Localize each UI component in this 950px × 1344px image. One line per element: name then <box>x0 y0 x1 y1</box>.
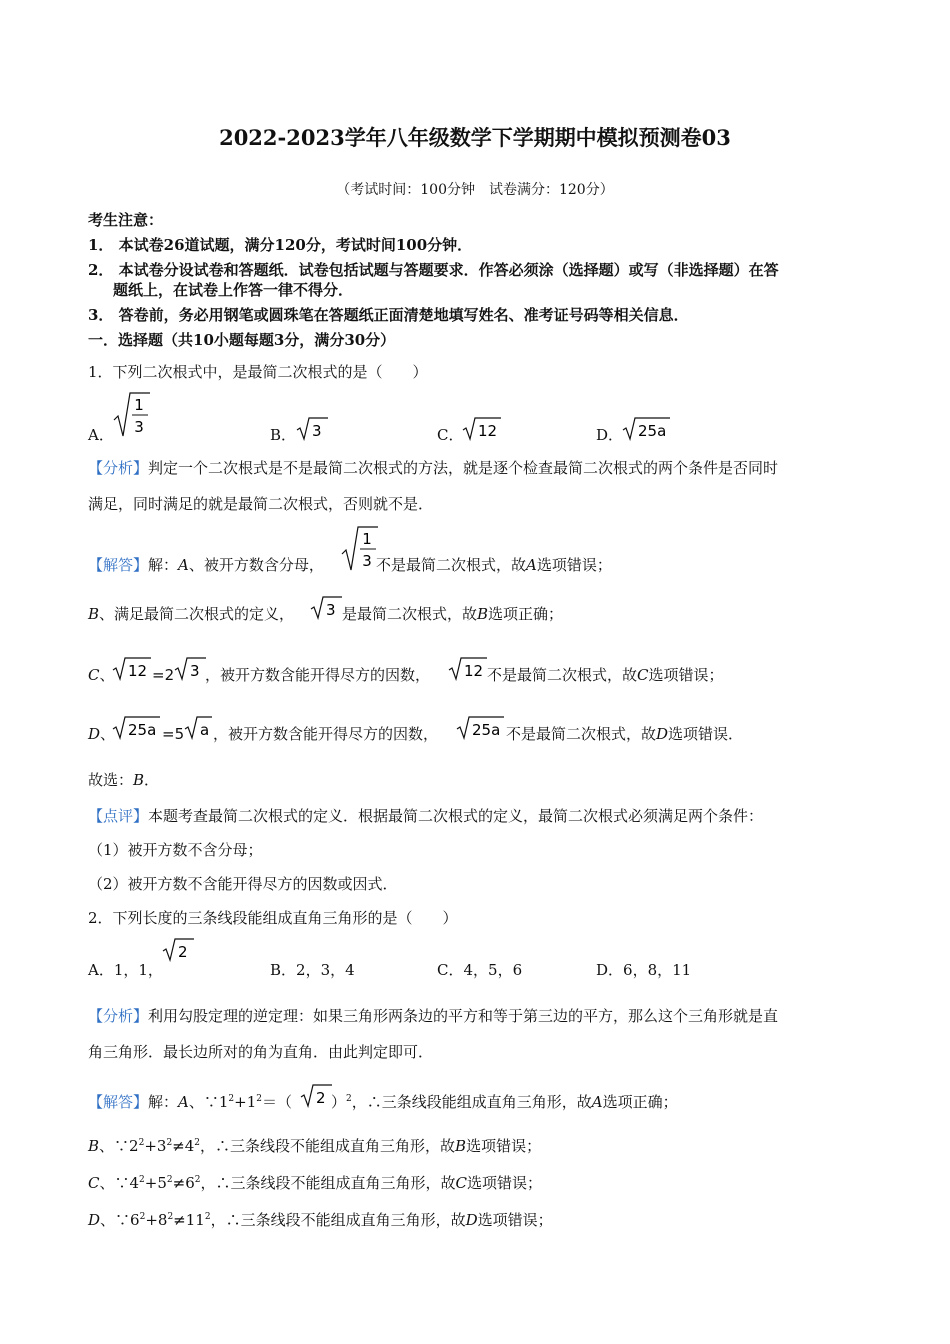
sqrt-twelve <box>448 656 488 682</box>
fraction-numerator: 1 <box>134 396 144 414</box>
page-subtitle: （考试时间：100分钟 试卷满分：120分） <box>336 182 614 198</box>
answer-line-b <box>88 604 294 624</box>
answer-text: ，∴三条线段不能组成直角三角形，故 <box>210 1211 466 1229</box>
answer-text: 选项错误； <box>477 1211 553 1229</box>
option-letter: C <box>88 666 100 684</box>
sqrt-two <box>162 937 196 963</box>
sqrt-three <box>296 416 330 442</box>
equals-two: =2 <box>152 666 175 684</box>
exponent: 2 <box>138 1138 145 1148</box>
radicand: 2 <box>178 943 188 961</box>
notice-item: 2． 本试卷分设试卷和答题纸．试卷包括试题与答题要求．作答必须涂（选择题）或写（非选择题）在答 <box>88 261 779 279</box>
answer-text: 是最简二次根式，故 <box>342 605 478 623</box>
option-letter: D <box>656 725 669 743</box>
option-d-label: D．6，8，11 <box>596 961 692 979</box>
answer-tag: 【解答】 <box>88 1093 149 1111</box>
radicand: 2 <box>316 1089 326 1107</box>
sqrt-a <box>184 715 214 741</box>
analysis-line <box>88 458 778 478</box>
radicand: 25a <box>638 422 667 440</box>
option-letter: B <box>133 771 145 789</box>
answer-text: ，被开方数含能开得尽方的因数， <box>213 725 439 743</box>
answer-text: ，∴三条线段能组成直角三角形，故 <box>351 1093 592 1111</box>
answer-text: 、 <box>100 725 116 743</box>
choose-line <box>88 770 159 790</box>
answer-text: ） <box>331 1093 347 1111</box>
sqrt-two <box>300 1083 334 1109</box>
answer-text: 选项错误； <box>536 556 612 574</box>
answer-line-d <box>88 724 115 744</box>
analysis-line: 满足，同时满足的就是最简二次根式，否则就不是． <box>88 495 434 513</box>
answer-text: ≠6 <box>172 1174 195 1192</box>
answer-text: 选项错误； <box>648 666 724 684</box>
answer-text: ，∴三条线段不能组成直角三角形，故 <box>200 1137 456 1155</box>
section-heading: 一．选择题（共10小题每题3分，满分30分） <box>88 331 396 349</box>
option-letter: A <box>591 1093 603 1111</box>
notice-item: 1． 本试卷26道试题，满分120分，考试时间100分钟． <box>88 236 473 254</box>
answer-text: 选项错误； <box>466 1137 542 1155</box>
answer-text: 、满足最简二次根式的定义， <box>99 605 295 623</box>
comment-text: 本题考查最简二次根式的定义．根据最简二次根式的定义，最简二次根式必须满足两个条件： <box>148 807 764 825</box>
exponent: 2 <box>139 1212 146 1222</box>
sqrt-twelve <box>462 416 502 442</box>
option-a-label: A．1，1， <box>88 961 163 979</box>
answer-text: ≠4 <box>172 1137 195 1155</box>
answer-tag: 【解答】 <box>88 556 149 574</box>
page-title: 2022-2023学年八年级数学下学期期中模拟预测卷03 <box>219 125 731 150</box>
radicand: 25a <box>128 721 157 739</box>
fraction-denominator: 3 <box>362 552 372 570</box>
answer-line-d <box>88 1210 553 1230</box>
option-letter: D <box>465 1211 478 1229</box>
comment-tag: 【点评】 <box>88 807 149 825</box>
sqrt-25a <box>112 715 162 741</box>
answer-text: +8 <box>145 1211 168 1229</box>
option-d-label: D． <box>596 426 624 444</box>
exponent: 2 <box>139 1175 145 1185</box>
exponent: 2 <box>166 1175 173 1185</box>
exponent: 2 <box>228 1094 235 1104</box>
answer-text: ，∴三条线段不能组成直角三角形，故 <box>200 1174 456 1192</box>
analysis-tag: 【分析】 <box>88 459 149 477</box>
answer-text: 解： <box>148 556 179 574</box>
sqrt-25a <box>622 416 672 442</box>
answer-text: 不是最简二次根式，故 <box>376 556 527 574</box>
notice-item: 3． 答卷前，务必用钢笔或圆珠笔在答题纸正面清楚地填写姓名、准考证号码等相关信息． <box>88 306 689 324</box>
answer-text: 、∵1 <box>188 1093 229 1111</box>
radicand: 12 <box>464 662 484 680</box>
fraction-denominator: 3 <box>134 418 144 436</box>
answer-text: 、被开方数含分母， <box>188 556 324 574</box>
answer-line-c-tail <box>487 665 724 685</box>
answer-text: ＝（ <box>262 1093 293 1111</box>
comment-line <box>88 806 763 826</box>
answer-text: 、∵2 <box>99 1137 139 1155</box>
exponent: 2 <box>256 1094 263 1104</box>
exponent: 2 <box>166 1138 173 1148</box>
answer-text: 不是最简二次根式，故 <box>487 666 638 684</box>
option-letter: A <box>178 556 189 574</box>
option-a-label: A． <box>88 426 114 444</box>
option-c-label: C．4，5，6 <box>437 961 523 979</box>
option-letter: C <box>455 1174 467 1192</box>
answer-line-b <box>88 1136 541 1156</box>
answer-text: 、∵4 <box>99 1174 140 1192</box>
notice-item: 题纸上，在试卷上作答一律不得分． <box>113 281 354 299</box>
answer-text: 不是最简二次根式，故 <box>506 725 657 743</box>
option-letter: B <box>455 1137 467 1155</box>
radicand: 3 <box>190 662 200 680</box>
analysis-text: 利用勾股定理的逆定理：如果三角形两条边的平方和等于第三边的平方，那么这个三角形就是直 <box>148 1007 779 1025</box>
analysis-line <box>88 1006 778 1026</box>
sqrt-fraction-one-third <box>340 524 380 576</box>
answer-text: +1 <box>234 1093 257 1111</box>
answer-line-a <box>88 555 324 575</box>
answer-line-b-tail <box>342 604 563 624</box>
answer-line-c <box>88 1173 542 1193</box>
radicand: 3 <box>326 601 336 619</box>
answer-text: ． <box>144 771 160 789</box>
question-stem: 1．下列二次根式中，是最简二次根式的是（ ） <box>88 363 428 381</box>
answer-text: 选项错误． <box>668 725 744 743</box>
answer-text: +5 <box>144 1174 167 1192</box>
answer-line-a-tail <box>331 1092 678 1112</box>
option-letter: A <box>526 556 537 574</box>
sqrt-25a <box>456 715 506 741</box>
answer-text: 、∵6 <box>100 1211 140 1229</box>
option-b-label: B．2，3，4 <box>270 961 355 979</box>
answer-text: 解： <box>148 1093 179 1111</box>
option-letter: C <box>88 1174 100 1192</box>
option-letter: B <box>477 605 489 623</box>
fraction-numerator: 1 <box>362 530 372 548</box>
radicand: 25a <box>472 721 501 739</box>
answer-line-d-tail <box>506 724 743 744</box>
option-letter: C <box>637 666 649 684</box>
analysis-text: 判定一个二次根式是不是最简二次根式的方法，就是逐个检查最简二次根式的两个条件是否同时 <box>148 459 779 477</box>
exponent: 2 <box>194 1138 201 1148</box>
option-b-label: B． <box>270 426 297 444</box>
analysis-line: 角三角形．最长边所对的角为直角．由此判定即可． <box>88 1043 434 1061</box>
answer-line-a-tail <box>376 555 612 575</box>
answer-text: ≠11 <box>173 1211 205 1229</box>
condition-line: （2）被开方数不含能开得尽方的因数或因式． <box>88 875 398 893</box>
answer-line-c <box>88 665 115 685</box>
radicand: 12 <box>478 422 498 440</box>
option-c-label: C． <box>437 426 464 444</box>
answer-text: +3 <box>144 1137 167 1155</box>
option-letter: A <box>178 1093 189 1111</box>
answer-text: ，被开方数含能开得尽方的因数， <box>205 666 431 684</box>
equals-five: =5 <box>162 725 185 743</box>
exponent: 2 <box>204 1212 211 1222</box>
sqrt-three <box>174 656 208 682</box>
option-letter: B <box>88 1137 100 1155</box>
answer-text: 选项正确； <box>602 1093 678 1111</box>
question-stem: 2．下列长度的三条线段能组成直角三角形的是（ ） <box>88 909 458 927</box>
radicand: 12 <box>128 662 148 680</box>
sqrt-fraction-one-third <box>112 390 152 442</box>
option-letter: B <box>88 605 100 623</box>
answer-text: 、 <box>99 666 115 684</box>
option-letter: D <box>88 725 101 743</box>
notice-heading: 考生注意： <box>88 211 164 229</box>
answer-text: 故选： <box>88 771 134 789</box>
sqrt-three <box>310 595 344 621</box>
analysis-tag: 【分析】 <box>88 1007 149 1025</box>
exponent: 2 <box>167 1212 174 1222</box>
exponent: 2 <box>194 1175 201 1185</box>
answer-line-a <box>88 1092 292 1112</box>
exponent: 2 <box>346 1094 352 1104</box>
option-letter: D <box>88 1211 101 1229</box>
radicand: 3 <box>312 422 322 440</box>
answer-text: 选项错误； <box>466 1174 542 1192</box>
answer-text: 选项正确； <box>488 605 564 623</box>
condition-line: （1）被开方数不含分母； <box>88 841 263 859</box>
radicand: a <box>200 721 210 739</box>
sqrt-twelve <box>112 656 152 682</box>
